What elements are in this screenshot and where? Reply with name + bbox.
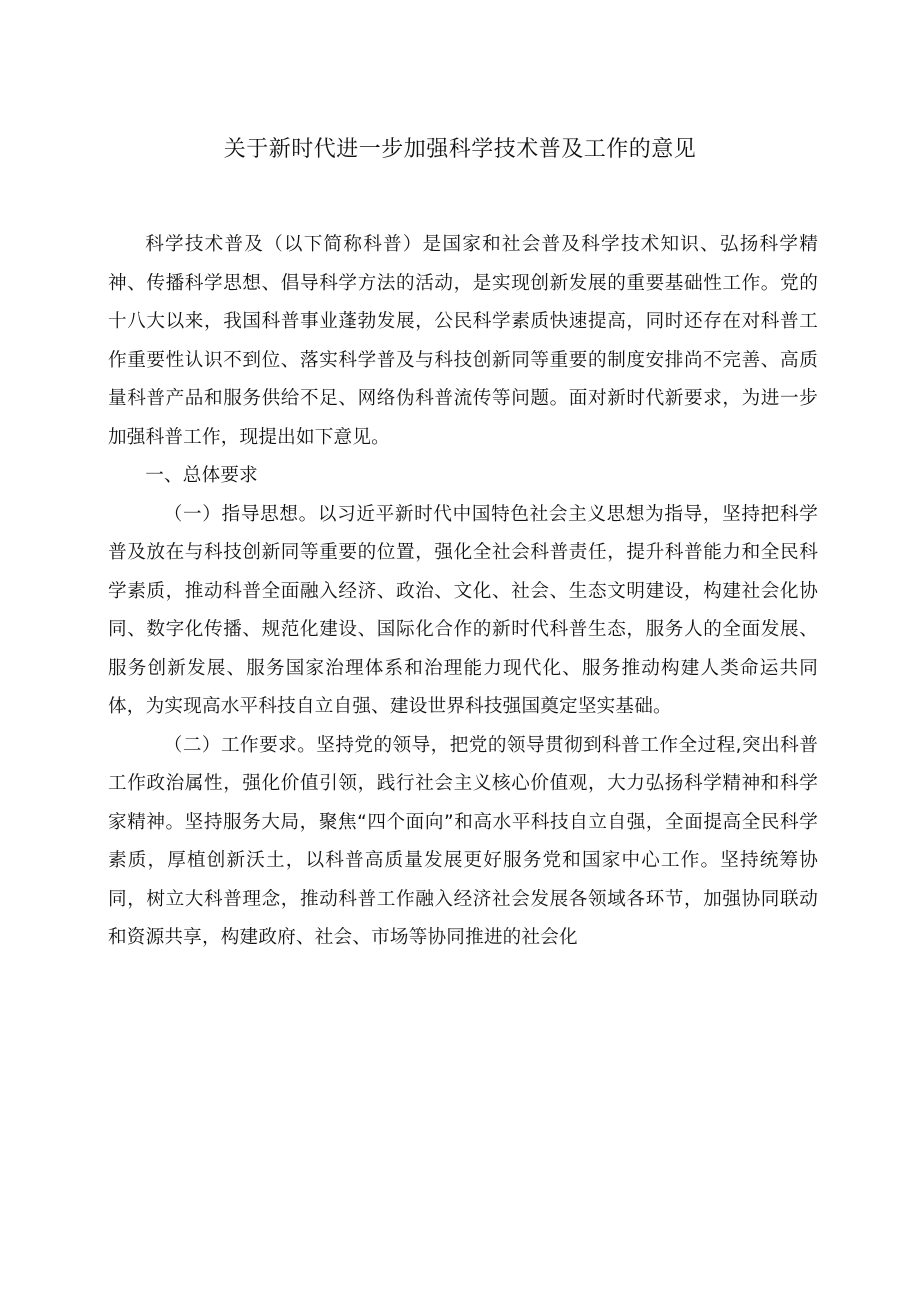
document-title: 关于新时代进一步加强科学技术普及工作的意见 xyxy=(223,137,697,162)
guiding-ideology-paragraph: （一）指导思想。以习近平新时代中国特色社会主义思想为指导，坚持把科学普及放在与科技创新同等重要的位置，强化全社会科普责任，提升科普能力和全民科学素质，推动科普全面融入经济、政治、文化、社会、生态文明建设，构建社会化协同、数字化传播、规范化建设、国际化合作的新时代科普生态，服务人的全面发展、服务创新发展、服务国家治理体系和治理能力现代化、服务推动构建人类命运共同体，为实现高水平科技自立自强、建设世界科技强国奠定坚实基础。 xyxy=(108,503,818,717)
work-requirements-paragraph: （二）工作要求。坚持党的领导，把党的领导贯彻到科普工作全过程,突出科普工作政治属性，强化价值引领，践行社会主义核心价值观，大力弘扬科学精神和科学家精神。坚持服务大局，聚焦“四个面向”和高水平科技自立自强，全面提高全民科学素质，厚植创新沃土，以科普高质量发展更好服务党和国家中心工作。坚持统筹协同，树立大科普理念，推动科普工作融入经济社会发展各领域各环节，加强协同联动和资源共享，构建政府、社会、市场等协同推进的社会化 xyxy=(108,734,818,948)
intro-paragraph: 科学技术普及（以下简称科普）是国家和社会普及科学技术知识、弘扬科学精神、传播科学思想、倡导科学方法的活动，是实现创新发展的重要基础性工作。党的十八大以来，我国科普事业蓬勃发展，公民科学素质快速提高，同时还存在对科普工作重要性认识不到位、落实科学普及与科技创新同等重要的制度安排尚不完善、高质量科普产品和服务供给不足、网络伪科普流传等问题。面对新时代新要求，为进一步加强科普工作，现提出如下意见。 xyxy=(108,234,818,448)
document-body xyxy=(108,226,818,958)
section-heading-general-requirements: 一、总体要求 xyxy=(145,465,258,486)
